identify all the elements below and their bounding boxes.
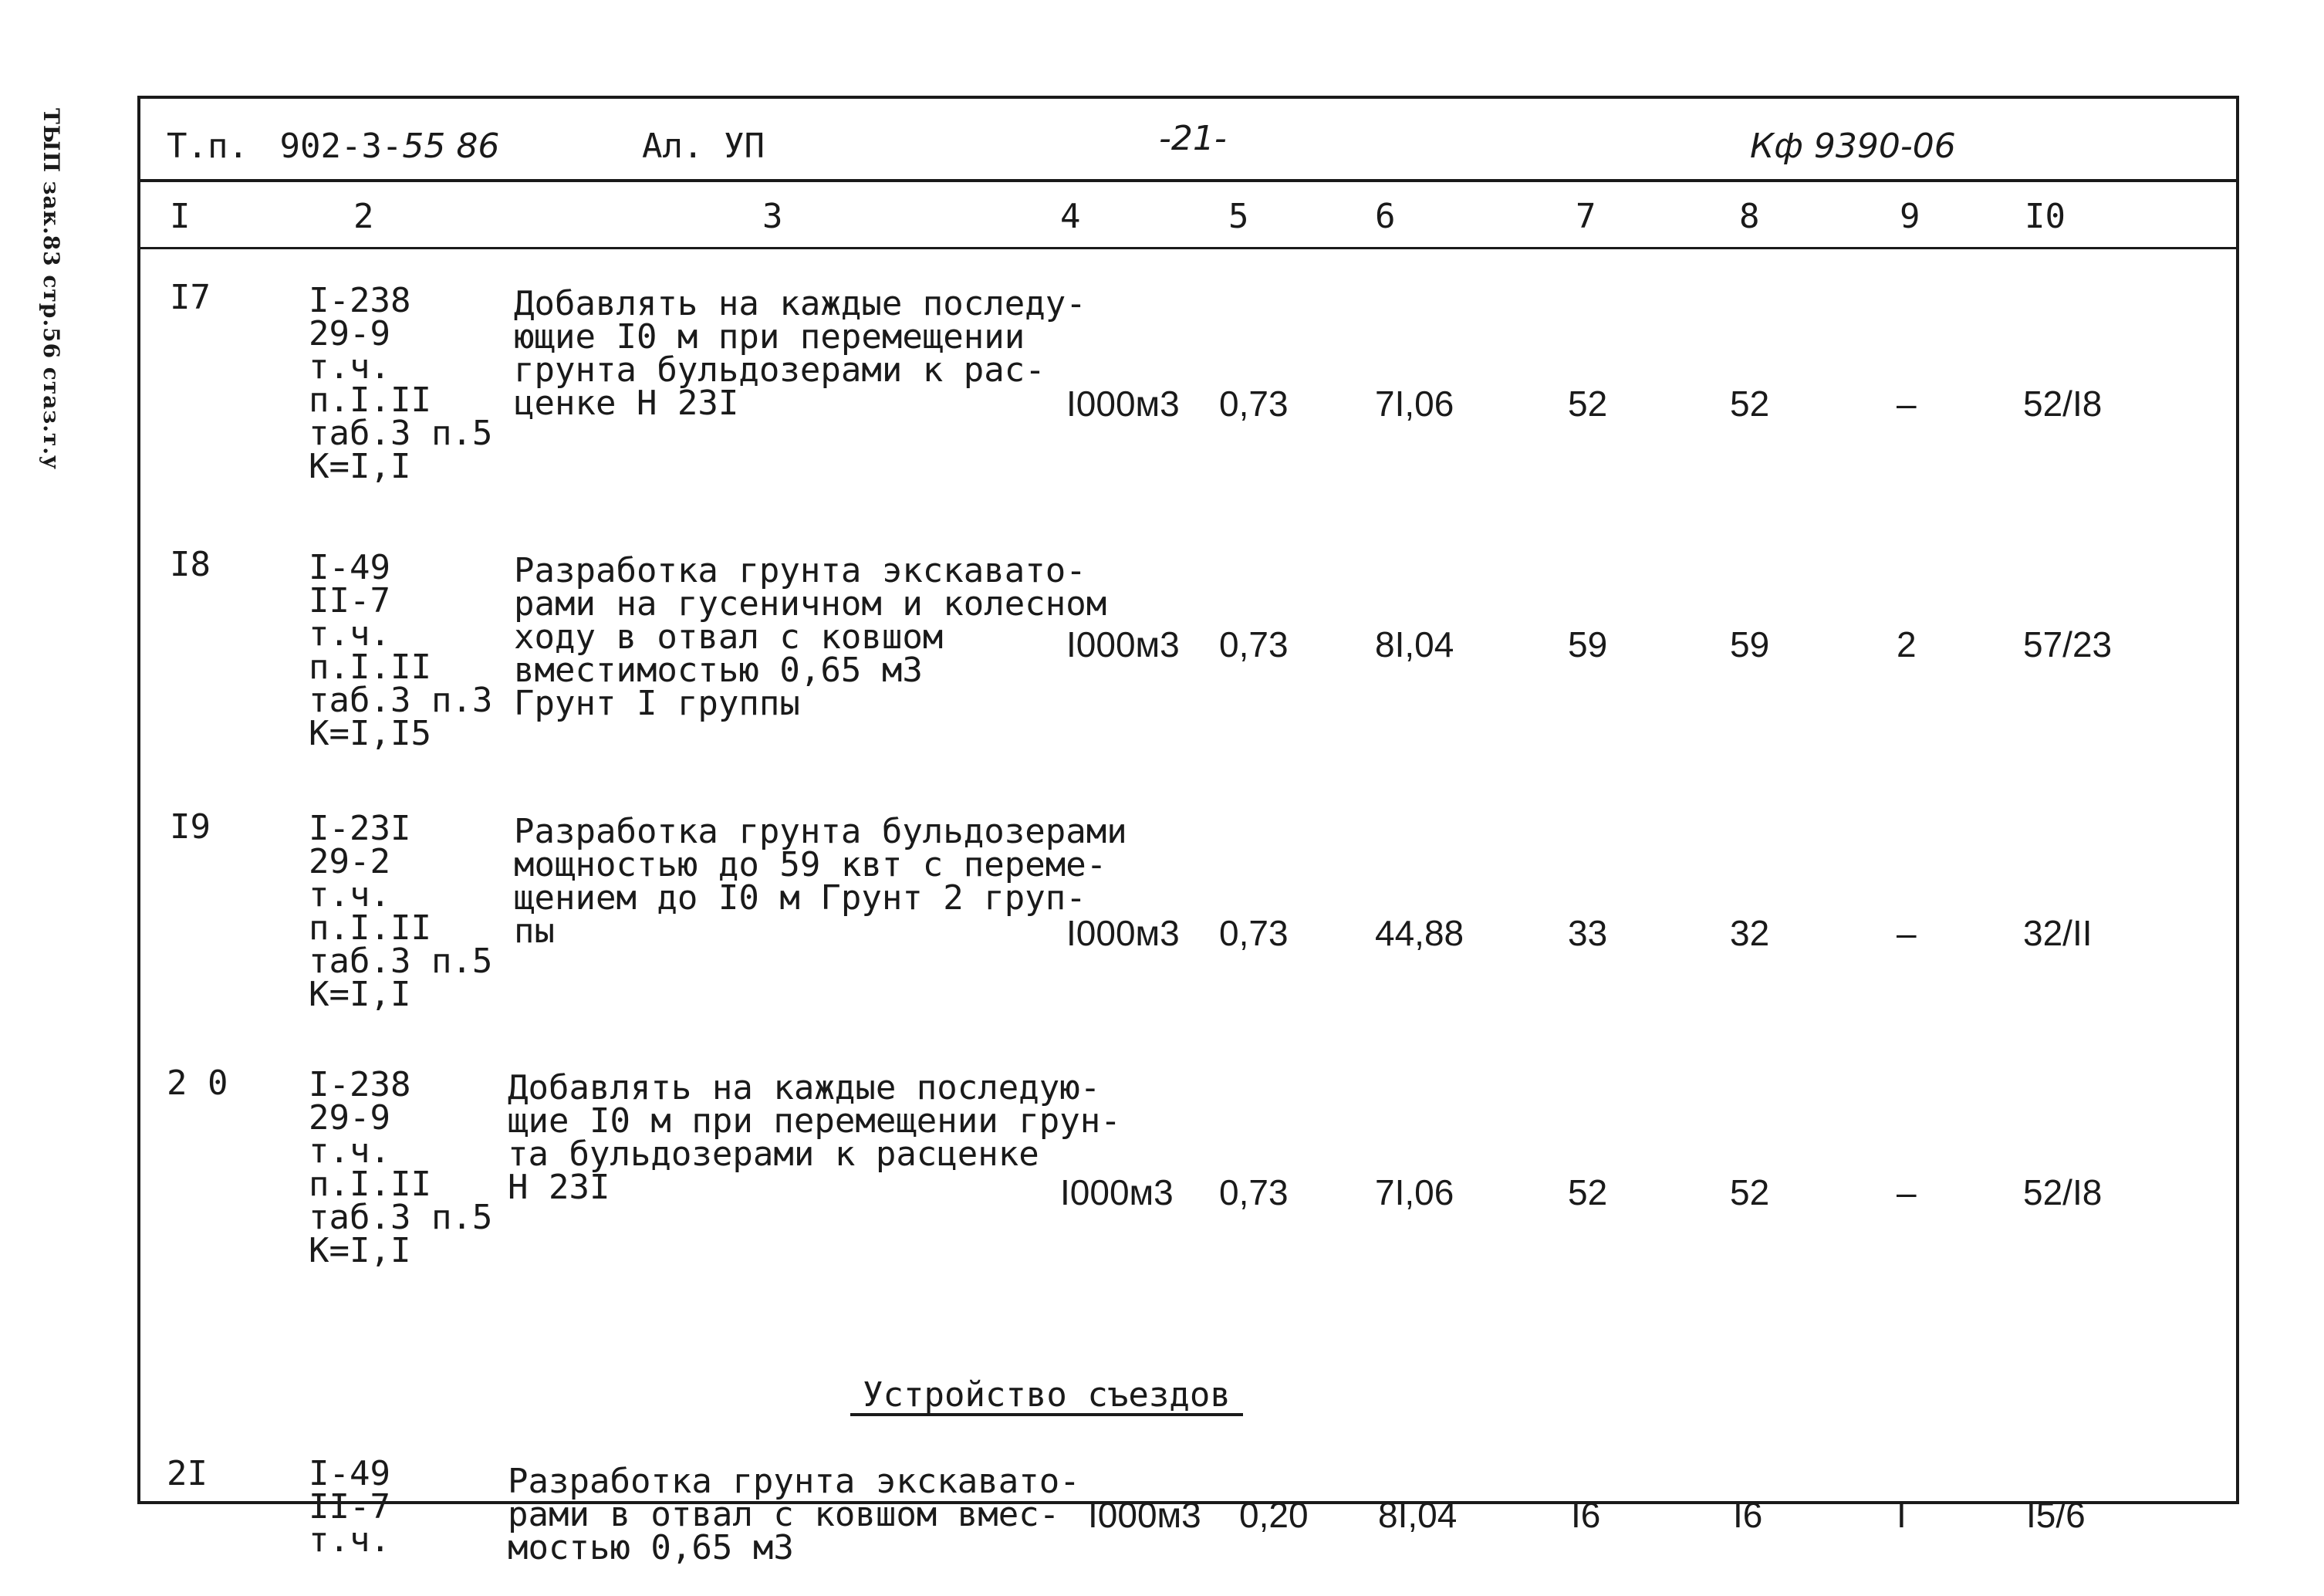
table-frame (137, 96, 2239, 1567)
row-unit: I000м3 (1060, 1172, 1174, 1212)
column-header-6: 6 (1375, 197, 1396, 236)
row-unit-price: 8I,04 (1378, 1495, 1458, 1535)
row-col7: 33 (1568, 913, 1608, 953)
column-header-8: 8 (1739, 197, 1760, 236)
row-description: Разработка грунта экскавато- рами на гусеничном и колесном ходу в отвал с ковшом вместимостью 0,65 м3 Грунт I группы (514, 551, 1107, 723)
row-quantity: 0,73 (1219, 624, 1289, 664)
row-col10: 52/I8 (2023, 1172, 2103, 1212)
row-col10: 57/23 (2023, 624, 2113, 664)
row-rate-code: I-238 29-9 т.ч. п.I.II таб.3 п.5 К=I,I (309, 281, 493, 486)
row-col7: I6 (1571, 1495, 1601, 1535)
document-reference (167, 127, 500, 166)
row-number: I7 (170, 278, 211, 317)
column-header-9: 9 (1900, 197, 1920, 236)
row-col10: 52/I8 (2023, 384, 2103, 424)
row-col9: I (1897, 1495, 1907, 1535)
row-unit-price: 7I,06 (1375, 384, 1454, 424)
row-rate-code: I-238 29-9 т.ч. п.I.II таб.3 п.5 К=I,I (309, 1065, 493, 1270)
row-col9: 2 (1897, 624, 1917, 664)
column-header-4: 4 (1060, 197, 1081, 236)
doc-number: 902-3- (279, 127, 403, 166)
row-rate-code: I-49 II-7 т.ч. п.I.II таб.3 п.3 К=I,I5 (309, 548, 493, 753)
archive-stamp: ТЫП зак.83 стр.56 стаз.т.у (39, 108, 64, 470)
row-unit: I000м3 (1066, 624, 1180, 664)
row-col7: 52 (1568, 384, 1608, 424)
row-description: Разработка грунта бульдозерами мощностью до 59 квт с переме- щением до I0 м Грунт 2 груп- пы (514, 812, 1127, 951)
row-quantity: 0,73 (1219, 913, 1289, 953)
column-header-3: 3 (762, 197, 783, 236)
row-col9: – (1897, 384, 1917, 424)
album-label: Ал. УП (642, 127, 765, 166)
row-number: I8 (170, 545, 211, 584)
row-col10: I5/6 (2026, 1495, 2086, 1535)
row-number: I9 (170, 807, 211, 847)
row-unit: I000м3 (1066, 913, 1180, 953)
column-header-2: 2 (353, 197, 374, 236)
row-col7: 52 (1568, 1172, 1608, 1212)
row-rate-code: I-23I 29-2 т.ч. п.I.II таб.3 п.5 К=I,I (309, 809, 493, 1014)
row-unit-price: 44,88 (1375, 913, 1464, 953)
row-description: Добавлять на каждые последу- ющие I0 м при перемещении грунта бульдозерами к рас- ценке Н 23I (514, 284, 1086, 423)
row-col8: I6 (1733, 1495, 1763, 1535)
column-header-5: 5 (1228, 197, 1249, 236)
row-col9: – (1897, 913, 1917, 953)
column-header-7: 7 (1576, 197, 1596, 236)
row-unit-price: 7I,06 (1375, 1172, 1454, 1212)
row-col10: 32/II (2023, 913, 2093, 953)
row-quantity: 0,73 (1219, 1172, 1289, 1212)
row-number: 2 0 (167, 1063, 228, 1103)
row-col8: 52 (1730, 384, 1770, 424)
page-number: -21- (1159, 119, 1227, 158)
row-unit-price: 8I,04 (1375, 624, 1454, 664)
doc-number-handwritten: 55 86 (402, 127, 500, 166)
column-header-1: I (170, 197, 191, 236)
doc-prefix: Т.п. (167, 127, 248, 166)
row-description: Разработка грунта экскавато- рами в отвал с ковшом вмес- мостью 0,65 м3 (508, 1462, 1080, 1567)
row-quantity: 0,20 (1239, 1495, 1309, 1535)
row-col8: 32 (1730, 913, 1770, 953)
row-col7: 59 (1568, 624, 1608, 664)
project-code: Кф 9390-06 (1750, 127, 1956, 166)
row-unit: I000м3 (1066, 384, 1180, 424)
row-unit: I000м3 (1088, 1495, 1201, 1535)
row-col9: – (1897, 1172, 1917, 1212)
row-rate-code: I-49 II-7 т.ч. (309, 1454, 390, 1560)
section-title: Устройство съездов (850, 1378, 1243, 1416)
row-number: 2I (167, 1454, 208, 1493)
column-header-divider (140, 247, 2236, 249)
row-quantity: 0,73 (1219, 384, 1289, 424)
row-description: Добавлять на каждые последую- щие I0 м при перемещении грун- та бульдозерами к расценке Н 23I (508, 1068, 1121, 1207)
header-divider (140, 179, 2236, 182)
row-col8: 59 (1730, 624, 1770, 664)
row-col8: 52 (1730, 1172, 1770, 1212)
column-header-10: I0 (2025, 197, 2066, 236)
